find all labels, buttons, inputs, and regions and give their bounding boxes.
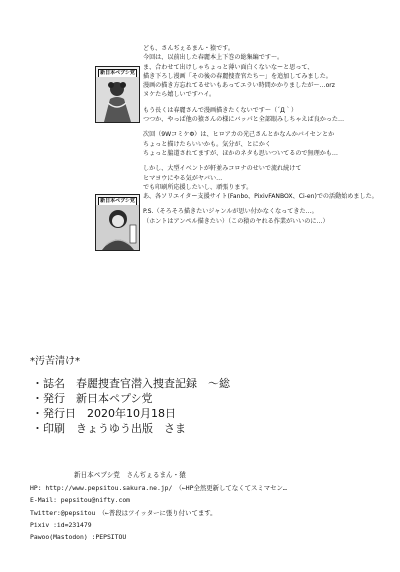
afterword-paragraph-3: 次回（9WコミケΦ）は、ヒロアカの光己さんとかなんかバイセンとか ちょっと描けたらいいかも。気分が、とにかく ちょっと脇道されてますが、ほかのネタも思いついてるので無理かも…: [143, 131, 338, 157]
afterword-paragraph-4: しかし、大型イベントが軒並みコロナのせいで流れ続けて ヒマヨウにやる気がヤバい… でも印刷所応援したいし、頑張ります。 あ、各ソリエイター支援サイト(Fanbo、PixivFANBOX、Ci-en)での活動始めました。: [143, 165, 378, 201]
cover-thumbnail-2: [95, 194, 140, 251]
credits-block: [30, 469, 390, 543]
colophon-date-row: ・発行日 2020年10月18日: [32, 407, 176, 420]
afterword-paragraph-5: P.S.（そろそろ描きたいジャンルが思い付かなくなってきた…。 （ホントはアンペル描きたい）（この猿のヤれる作業がいいのに…）: [143, 208, 329, 225]
colophon-title-row: ・誌名 春麗捜査官潜入捜査記録 ～総: [32, 377, 230, 390]
pawoo-id: Pawoo(Mastodon) :PEPSITOU: [30, 533, 127, 542]
afterword-text: [143, 44, 381, 232]
thumb-2-label: 新日本ペプシ党: [98, 197, 137, 206]
cover-art-1-icon: [96, 77, 139, 122]
cover-art-2-icon: [96, 205, 139, 250]
email-link[interactable]: E-Mail: pepsitou@nifty.com: [30, 496, 131, 505]
pixiv-id: Pixiv :id=231479: [30, 520, 92, 529]
afterword-paragraph-1: ども、さんぢぇるまん・猿です。 今回は、以前出した春麗本上下巻の総集編です～。 ま、合わせて出けしゃちょっと薄い面白くないなーと思って、 描き下ろし漫画「その後の春麗捜査官たち～」を追加してみました。 漫画の描き方忘れてるせいもあってエラい時間かかりましたが～…orz ヌケたら嬉しいですハイ。: [143, 45, 336, 99]
thumb-1-label: 新日本ペプシ党: [98, 69, 137, 78]
colophon-publisher-row: ・発行 新日本ペプシ党: [32, 392, 153, 405]
afterword-paragraph-2: もう長くは春麗さんで漫画描きたくないです～（´Д｀） つつか、やっぱ他の猿さんの様にバッパと全部眼みしちゃえば良かった…: [143, 106, 345, 124]
colophon-printer-row: ・印刷 きょうゆう出版 さま: [32, 422, 186, 435]
twitter-link[interactable]: Twitter:@pepsitou （←普段はツイッターに張り付いてます。: [30, 508, 217, 517]
colophon-list: [32, 376, 230, 436]
colophon-title: *汚苦清け*: [30, 356, 80, 367]
circle-name: 新日本ペプシ党 さんぢぇるまん・猿: [74, 471, 186, 479]
homepage-link[interactable]: HP: http://www.pepsitou.sakura.ne.jp/ （←HP全然更新してなくてスミマセン…: [30, 484, 287, 492]
cover-thumbnail-1: [95, 66, 140, 123]
